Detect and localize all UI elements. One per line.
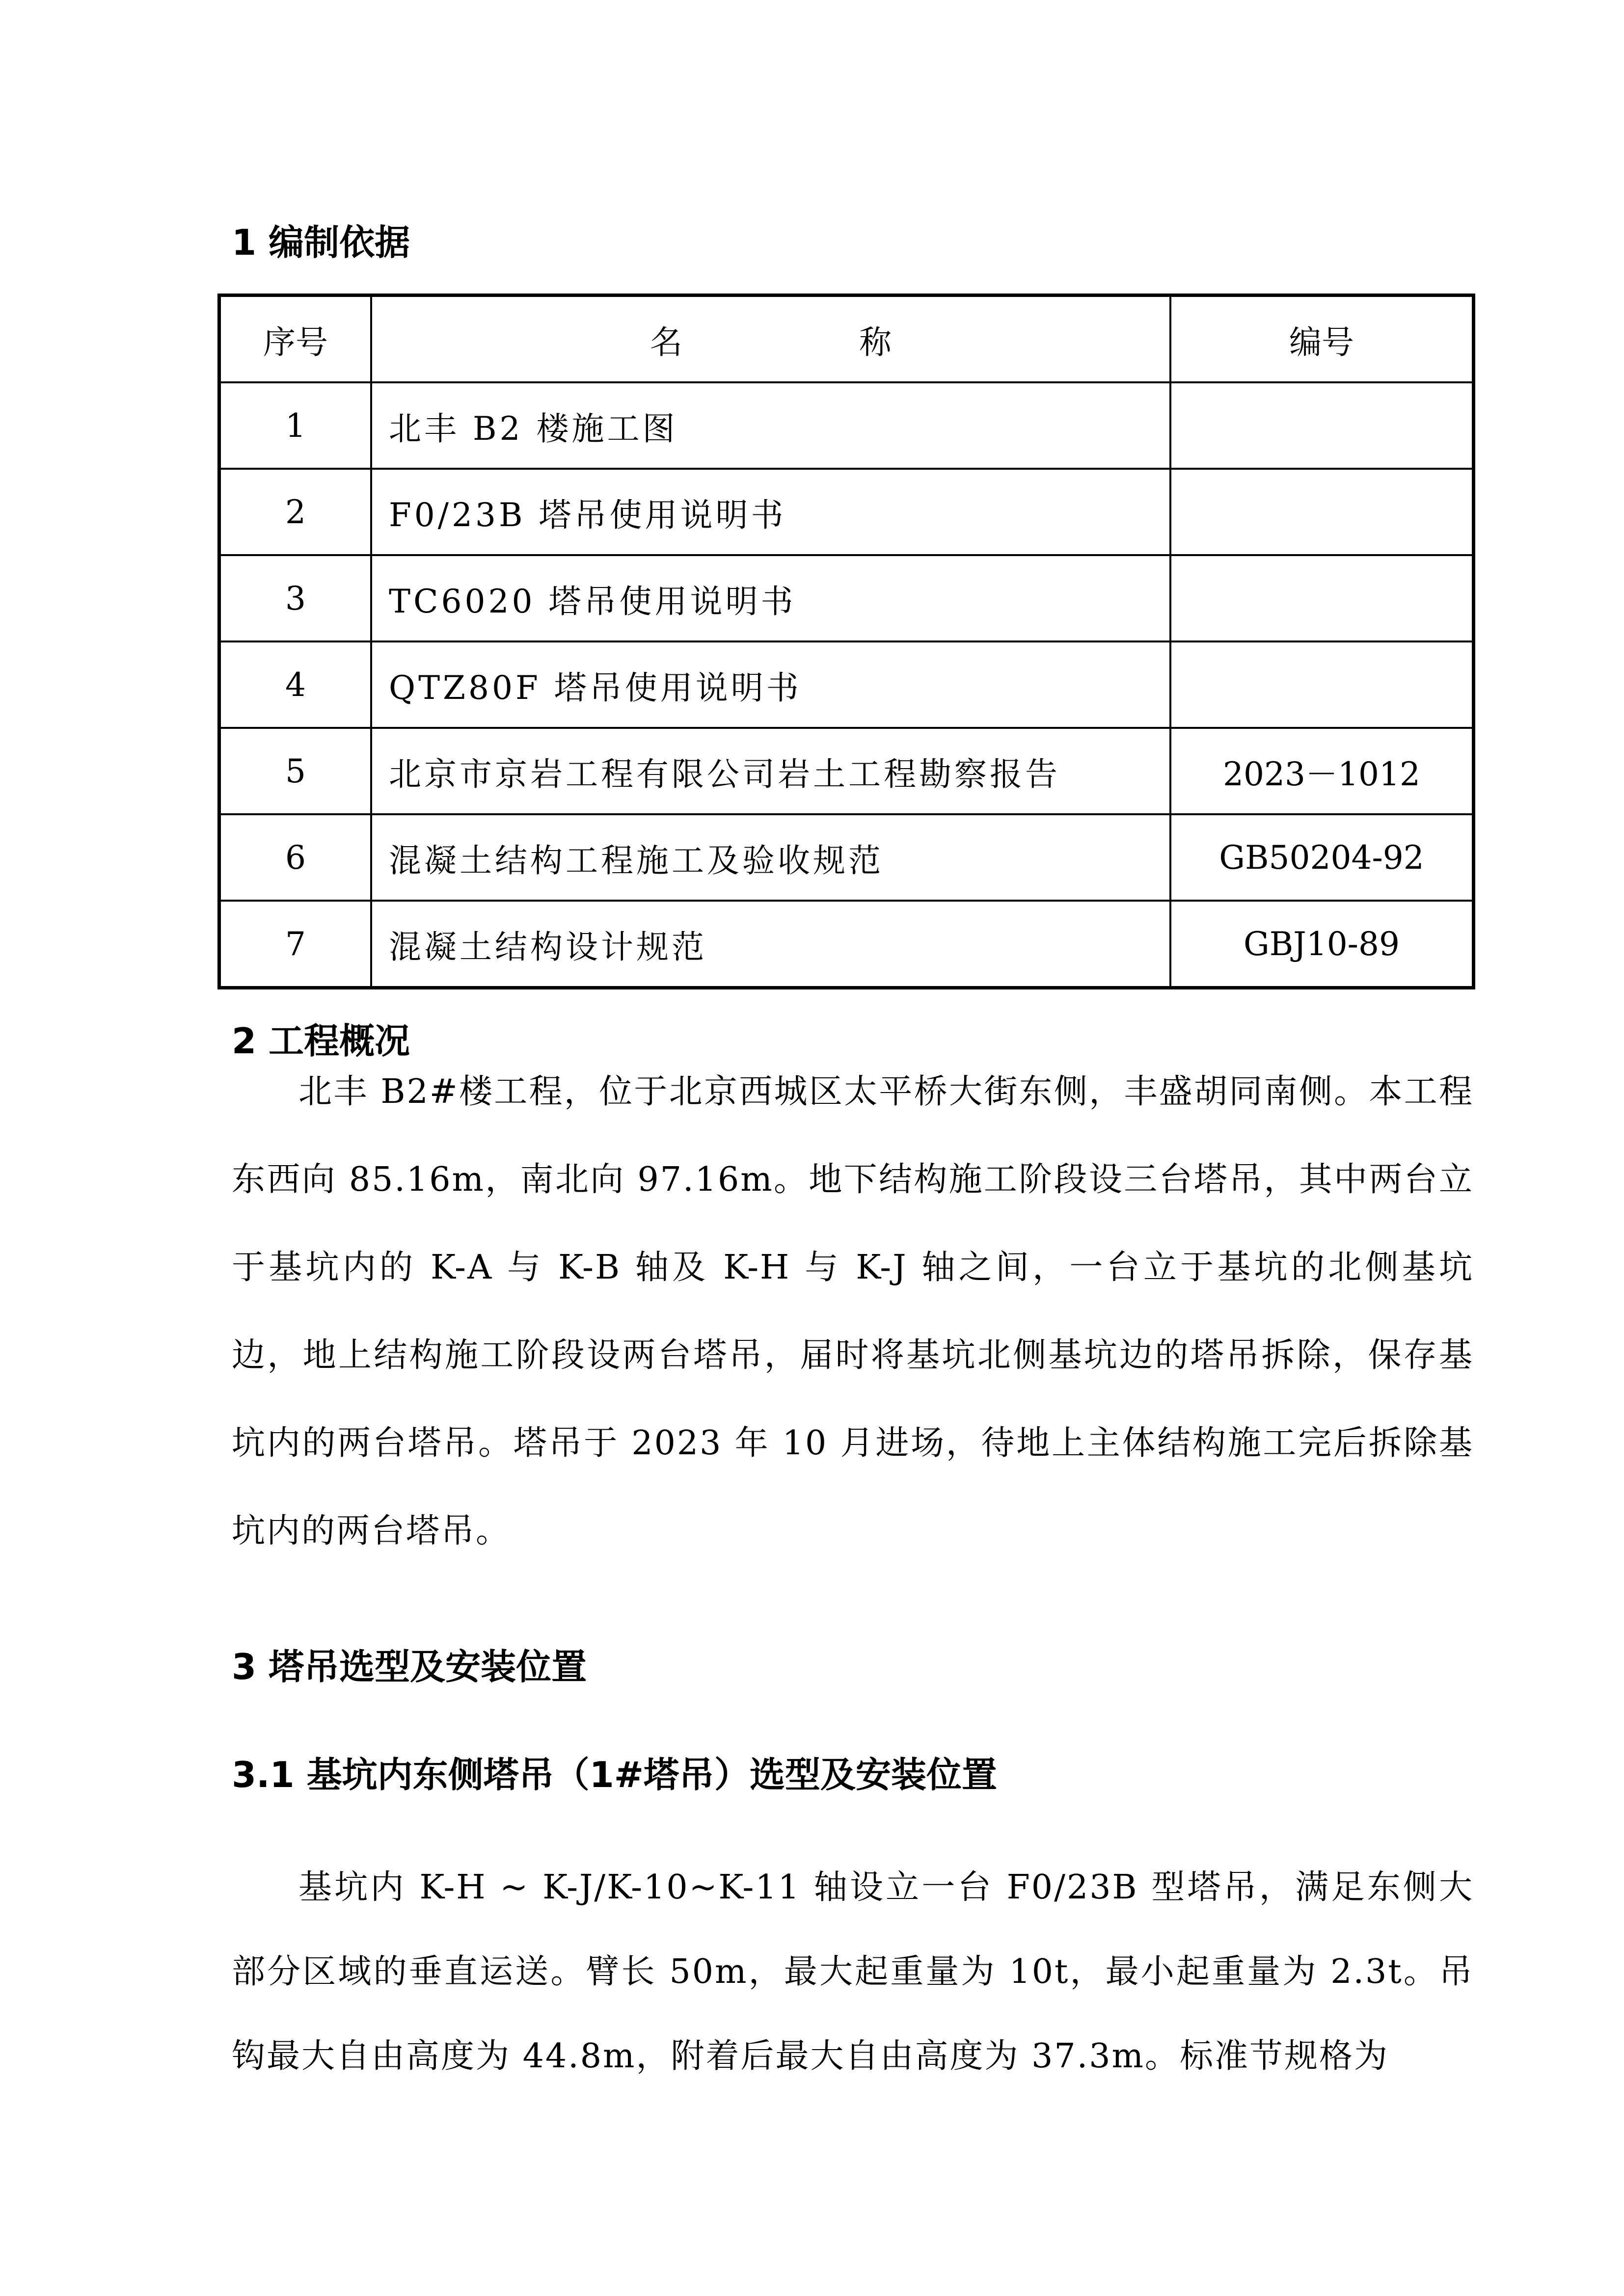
header-num: 序号 [219, 295, 372, 383]
section-heading-2: 2 工程概况 [232, 1020, 410, 1062]
row-num: 4 [219, 641, 372, 728]
row-num: 6 [219, 814, 372, 901]
project-overview-paragraph: 北丰 B2#楼工程，位于北京西城区太平桥大街东侧，丰盛胡同南侧。本工程东西向 85.16m，南北向 97.16m。地下结构施工阶段设三台塔吊，其中两台立于基坑内的 K-A 与 K-B 轴及 K-H 与 K-J 轴之间，一台立于基坑的北侧基坑边，地上结构施工阶段设两台塔吊，届时将基坑北侧基坑边的塔吊拆除，保存基坑内的两台塔吊。塔吊于 2023 年 10 月进场，待地上主体结构施工完后拆除基坑内的两台塔吊。 [232, 1072, 1474, 1550]
section-heading-3: 3 塔吊选型及安装位置 [232, 1646, 587, 1687]
row-name: 混凝土结构设计规范 [371, 901, 1170, 988]
row-name: F0/23B 塔吊使用说明书 [371, 469, 1170, 555]
row-num: 1 [219, 382, 372, 469]
row-code: GB50204-92 [1170, 814, 1474, 901]
row-code [1170, 641, 1474, 728]
header-code: 编号 [1170, 295, 1474, 383]
row-code [1170, 469, 1474, 555]
header-name-label: 名称 [650, 323, 1068, 361]
row-code [1170, 555, 1474, 641]
row-name: 混凝土结构工程施工及验收规范 [371, 814, 1170, 901]
row-num: 2 [219, 469, 372, 555]
table-row [219, 814, 1474, 901]
row-num: 3 [219, 555, 372, 641]
table-row [219, 641, 1474, 728]
crane-1-paragraph: 基坑内 K-H ~ K-J/K-10~K-11 轴设立一台 F0/23B 型塔吊，满足东侧大部分区域的垂直运送。臂长 50m，最大起重量为 10t，最小起重量为 2.3t。吊钩最大自由高度为 44.8m，附着后最大自由高度为 37.3m。标准节规格为 [232, 1868, 1474, 2076]
section-heading-3-1: 3.1 基坑内东侧塔吊（1#塔吊）选型及安装位置 [232, 1754, 998, 1795]
row-num: 5 [219, 728, 372, 814]
header-name [371, 295, 1170, 383]
row-code [1170, 382, 1474, 469]
table-row [219, 469, 1474, 555]
row-name: QTZ80F 塔吊使用说明书 [371, 641, 1170, 728]
table-header-row [219, 295, 1474, 383]
row-name: 北丰 B2 楼施工图 [371, 382, 1170, 469]
table-row [219, 901, 1474, 988]
table-row [219, 555, 1474, 641]
table-row [219, 728, 1474, 814]
row-name: 北京市京岩工程有限公司岩土工程勘察报告 [371, 728, 1170, 814]
reference-table [217, 294, 1475, 989]
row-code: 2023－1012 [1170, 728, 1474, 814]
row-name: TC6020 塔吊使用说明书 [371, 555, 1170, 641]
section-heading-1: 1 编制依据 [232, 222, 410, 263]
row-code: GBJ10-89 [1170, 901, 1474, 988]
row-num: 7 [219, 901, 372, 988]
table-row [219, 382, 1474, 469]
